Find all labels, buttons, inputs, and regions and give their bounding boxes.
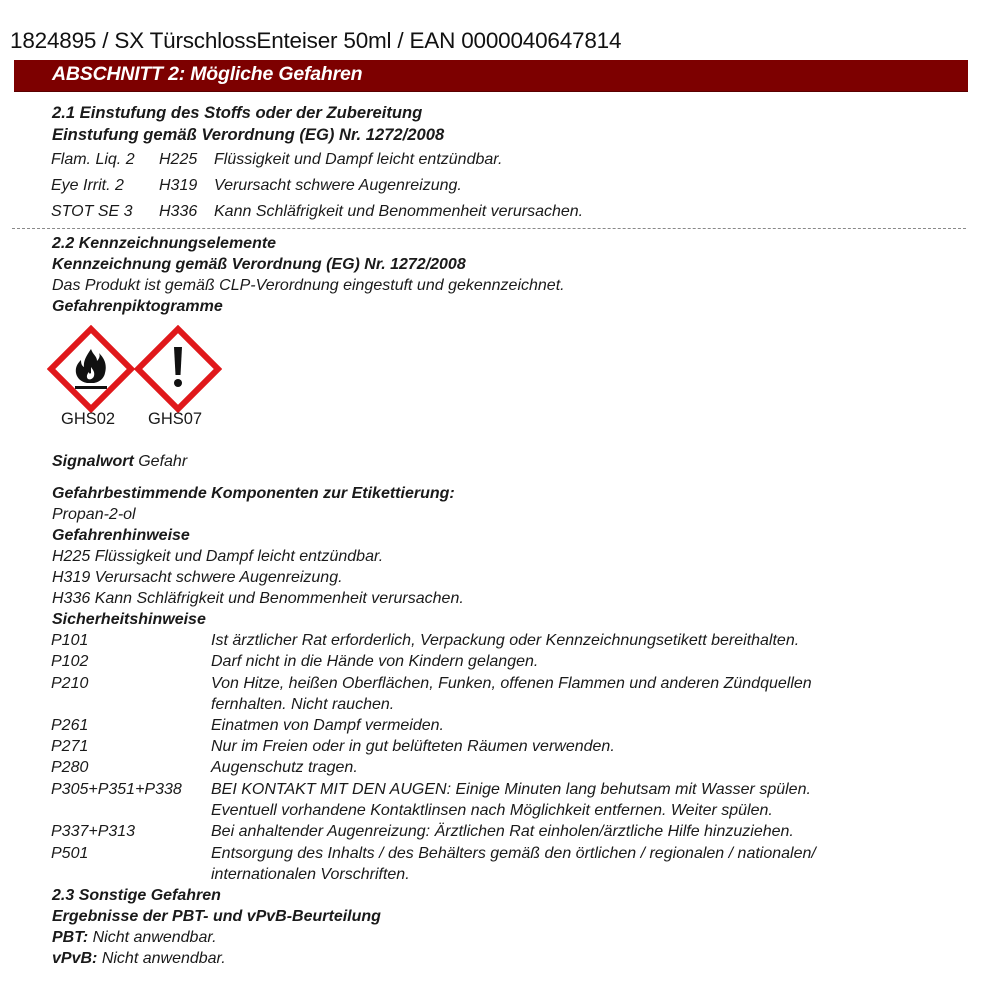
components-heading: Gefahrbestimmende Komponenten zur Etikettierung: <box>52 485 455 502</box>
precaution-code: P101 <box>51 632 89 649</box>
section-2-1-heading: 2.1 Einstufung des Stoffs oder der Zubereitung <box>52 103 423 122</box>
precaution-code: P102 <box>51 653 89 670</box>
ghs07-label: GHS07 <box>148 410 203 428</box>
classification-code: H225 <box>159 151 198 168</box>
ghs02-label: GHS02 <box>61 410 116 428</box>
precaution-text-continued: Eventuell vorhandene Kontaktlinsen nach Möglichkeit entfernen. Weiter spülen. <box>211 802 773 819</box>
hazard-statement: H225 Flüssigkeit und Dampf leicht entzündbar. <box>52 548 384 565</box>
precaution-text-continued: internationalen Vorschriften. <box>211 866 410 883</box>
precaution-text: BEI KONTAKT MIT DEN AUGEN: Einige Minuten lang behutsam mit Wasser spülen. <box>211 781 811 798</box>
clp-intro-text: Das Produkt ist gemäß CLP-Verordnung eingestuft und gekennzeichnet. <box>52 277 565 294</box>
precaution-code: P501 <box>51 845 89 862</box>
classification-category: Flam. Liq. 2 <box>51 151 135 168</box>
classification-text: Flüssigkeit und Dampf leicht entzündbar. <box>214 151 503 168</box>
section-header-title: ABSCHNITT 2: Mögliche Gefahren <box>52 63 363 85</box>
section-2-2-subheading: Kennzeichnung gemäß Verordnung (EG) Nr. 1272/2008 <box>52 256 466 273</box>
exclamation-icon <box>134 325 222 413</box>
precaution-code: P261 <box>51 717 89 734</box>
vpvb-label: vPvB: <box>52 950 98 967</box>
section-2-1-subheading: Einstufung gemäß Verordnung (EG) Nr. 1272/2008 <box>52 125 445 144</box>
precaution-code: P210 <box>51 675 89 692</box>
precaution-code: P305+P351+P338 <box>51 781 182 798</box>
precaution-text: Augenschutz tragen. <box>211 759 358 776</box>
section-2-2-heading: 2.2 Kennzeichnungselemente <box>52 235 277 252</box>
signal-word-value: Gefahr <box>138 453 188 470</box>
classification-text: Kann Schläfrigkeit und Benommenheit verursachen. <box>214 203 584 220</box>
section-2-3-heading: 2.3 Sonstige Gefahren <box>52 887 221 904</box>
section-divider <box>12 228 966 229</box>
pbt-assessment <box>52 929 217 947</box>
classification-category: STOT SE 3 <box>51 203 133 220</box>
classification-text: Verursacht schwere Augenreizung. <box>214 177 462 194</box>
precaution-text: Ist ärztlicher Rat erforderlich, Verpackung oder Kennzeichnungsetikett bereithalten. <box>211 632 800 649</box>
hazard-statement: H319 Verursacht schwere Augenreizung. <box>52 569 343 586</box>
precaution-text: Von Hitze, heißen Oberflächen, Funken, offenen Flammen und anderen Zündquellen <box>211 675 812 692</box>
section-2-3-subheading: Ergebnisse der PBT- und vPvB-Beurteilung <box>52 908 381 925</box>
classification-code: H336 <box>159 203 198 220</box>
precaution-text: Nur im Freien oder in gut belüfteten Räumen verwenden. <box>211 738 615 755</box>
flame-icon <box>47 325 135 413</box>
precaution-text: Bei anhaltender Augenreizung: Ärztlichen Rat einholen/ärztliche Hilfe hinzuziehen. <box>211 823 794 840</box>
pbt-value: Nicht anwendbar. <box>92 929 217 946</box>
component-item: Propan-2-ol <box>52 506 136 523</box>
ghs02-pictogram <box>47 325 135 413</box>
classification-code: H319 <box>159 177 198 194</box>
hazard-statement: H336 Kann Schläfrigkeit und Benommenheit verursachen. <box>52 590 464 607</box>
signal-word-label: Signalwort <box>52 453 134 470</box>
precaution-code: P337+P313 <box>51 823 136 840</box>
precautionary-statements-heading: Sicherheitshinweise <box>52 611 206 628</box>
precaution-text: Einatmen von Dampf vermeiden. <box>211 717 444 734</box>
precaution-code: P271 <box>51 738 89 755</box>
pictograms-heading: Gefahrenpiktogramme <box>52 298 223 315</box>
precaution-text-continued: fernhalten. Nicht rauchen. <box>211 696 395 713</box>
vpvb-value: Nicht anwendbar. <box>101 950 226 967</box>
precaution-text: Darf nicht in die Hände von Kindern gelangen. <box>211 653 539 670</box>
document-title: 1824895 / SX TürschlossEnteiser 50ml / EAN 0000040647814 <box>10 28 622 53</box>
signal-word <box>52 453 187 471</box>
precaution-code: P280 <box>51 759 89 776</box>
classification-category: Eye Irrit. 2 <box>51 177 124 194</box>
precaution-text: Entsorgung des Inhalts / des Behälters gemäß den örtlichen / regionalen / nationalen/ <box>211 845 816 862</box>
vpvb-assessment <box>52 950 226 968</box>
hazard-statements-heading: Gefahrenhinweise <box>52 527 190 544</box>
section-header-bar <box>14 60 968 92</box>
ghs07-pictogram <box>134 325 222 413</box>
pbt-label: PBT: <box>52 929 89 946</box>
